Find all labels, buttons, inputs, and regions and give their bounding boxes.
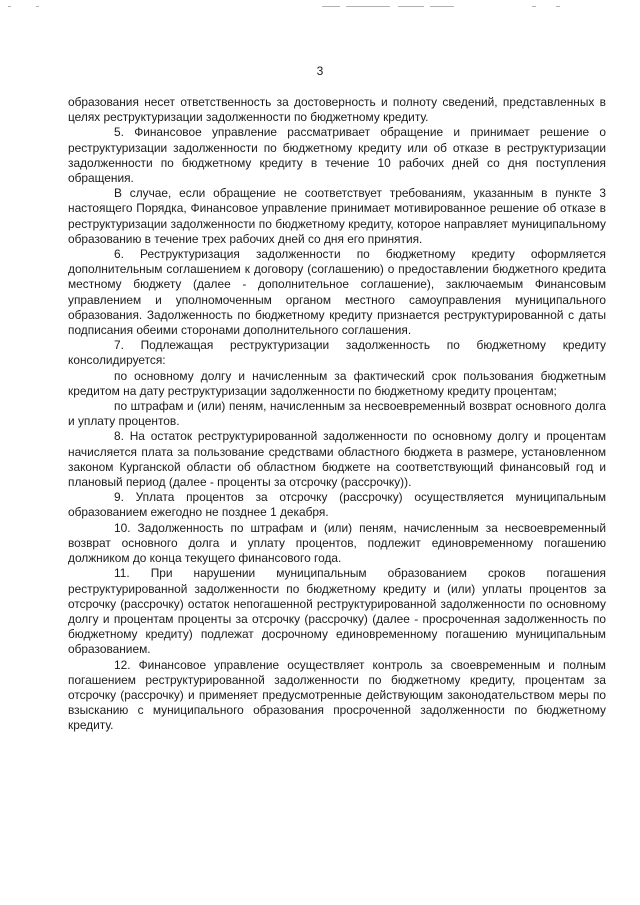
paragraph-item-7: 7. Подлежащая реструктуризации задолженность по бюджетному кредиту консолидируется:	[68, 338, 606, 368]
paragraph-rejection-case: В случае, если обращение не соответствует требованиям, указанным в пункте 3 настоящего Порядка, Финансовое управление принимает мотивированное решение об отказе в реструктуризации задолженности по бюджетному кредиту, которое направляет муниципальному образованию в течение трех рабочих дней со дня его принятия.	[68, 186, 606, 246]
scan-artifact-marks	[0, 6, 640, 10]
page-number: 3	[316, 64, 324, 78]
paragraph-item-10: 10. Задолженность по штрафам и (или) пеням, начисленным за несвоевременный возврат основного долга и уплату процентов, подлежит единовременному погашению должником до конца текущего финансового года.	[68, 520, 606, 566]
paragraph-item-7-principal: по основному долгу и начисленным за фактический срок пользования бюджетным кредитом на дату реструктуризации задолженности по бюджетному кредиту процентам;	[68, 368, 606, 398]
paragraph-item-12: 12. Финансовое управление осуществляет контроль за своевременным и полным погашением реструктурированной задолженности по бюджетному кредиту, процентам за отсрочку (рассрочку) и применяет предусмотренные действующим законодательством меры по взысканию с муниципального образования просроченной задолженности по бюджетному кредиту.	[68, 657, 606, 733]
document-body	[68, 95, 606, 734]
paragraph-continuation: образования несет ответственность за достоверность и полноту сведений, представленных в целях реструктуризации задолженности по бюджетному кредиту.	[68, 95, 606, 125]
paragraph-item-5: 5. Финансовое управление рассматривает обращение и принимает решение о реструктуризации задолженности по бюджетному кредиту или об отказе в реструктуризации задолженности по бюджетному кредиту в течение 10 рабочих дней со дня поступления обращения.	[68, 125, 606, 186]
paragraph-item-11: 11. При нарушении муниципальным образованием сроков погашения реструктурированной задолженности по бюджетному кредиту и (или) уплаты процентов за отсрочку (рассрочку) остаток непогашенной реструктурированной задолженности по основному долгу и процентам проценты за отсрочку (рассрочку) (далее - просроченная задолженность по бюджетному кредиту) подлежат досрочному единовременному погашению муниципальным образованием.	[68, 566, 606, 657]
paragraph-item-7-penalties: по штрафам и (или) пеням, начисленным за несвоевременный возврат основного долга и уплату процентов.	[68, 399, 606, 429]
paragraph-item-6: 6. Реструктуризация задолженности по бюджетному кредиту оформляется дополнительным соглашением к договору (соглашению) о предоставлении бюджетного кредита местному бюджету (далее - дополнительное соглашение), заключаемым Финансовым управлением и уполномоченным органом местного самоуправления муниципального образования. Задолженность по бюджетному кредиту признается реструктурированной с даты подписания обеими сторонами дополнительного соглашения.	[68, 247, 606, 338]
paragraph-item-9: 9. Уплата процентов за отсрочку (рассрочку) осуществляется муниципальным образованием ежегодно не позднее 1 декабря.	[68, 490, 606, 520]
paragraph-item-8: 8. На остаток реструктурированной задолженности по основному долгу и процентам начисляется плата за пользование средствами областного бюджета в размере, установленном законом Курганской области об областном бюджете на соответствующий финансовый год и плановый период (далее - проценты за отсрочку (рассрочку)).	[68, 429, 606, 490]
